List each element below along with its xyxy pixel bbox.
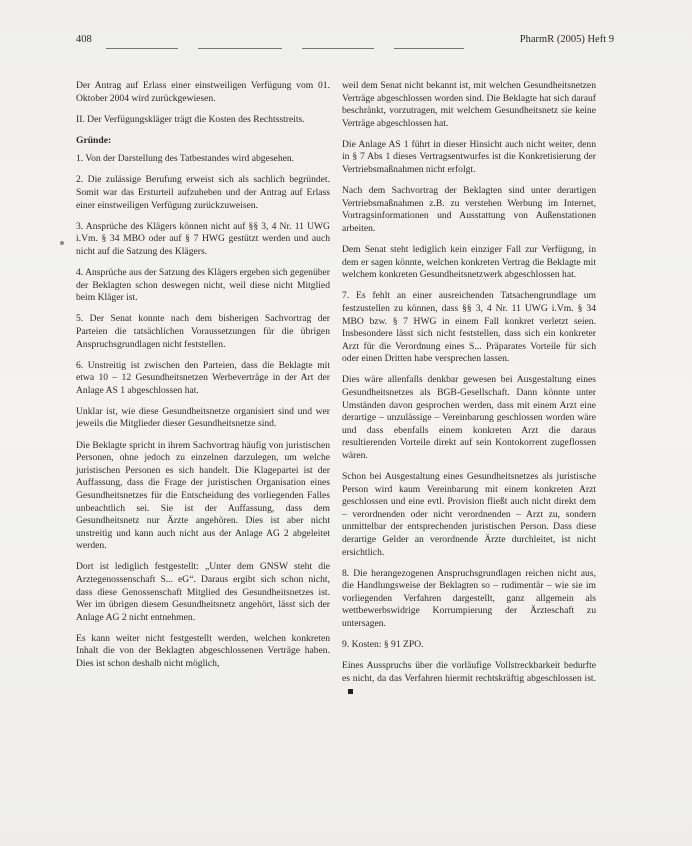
- header-rule: [198, 48, 282, 49]
- paragraph: Schon bei Ausgestaltung eines Gesundheitsnetzes als juristische Person wird kaum Vereinbarung mit einem konkreten Arzt geschlossen und eine evtl. Provision fließt auch nicht direkt dem – verordnenden oder nicht verordnenden – Arzt zu, sondern unmittelbar der entsprechenden juristischen Person. Dass diese derartige Gelder an verordnende Ärzte durchleitet, ist nicht ersichtlich.: [342, 471, 596, 558]
- page-number: 408: [76, 34, 92, 45]
- paragraph: 9. Kosten: § 91 ZPO.: [342, 639, 424, 651]
- paragraph: Dem Senat steht lediglich kein einziger Fall zur Verfügung, in dem er sagen könnte, welchen konkreten Vertrag die Beklagte mit welchem konkreten Gesundheitsnetzwerk abgeschlossen hat.: [342, 244, 596, 281]
- paragraph: Nach dem Sachvortrag der Beklagten sind unter derartigen Vertriebsmaßnahmen z.B. zu verstehen Werbung im Internet, Vortragsinformationen und Ausstattung von Außenstationen arbeiten.: [342, 185, 596, 234]
- paragraph: 8. Die herangezogenen Anspruchsgrundlagen reichen nicht aus, die Handlungsweise der Beklagten so – rudimentär – wie sie im vorliegenden Verfahren dargestellt, ganz allgemein als wettbewerbswidrige Korrumpierung der Ärzteschaft zu untersagen.: [342, 567, 596, 630]
- paragraph: 2. Die zulässige Berufung erweist sich als sachlich begründet. Somit war das Ersturteil aufzuheben und der Antrag auf Erlass einer einstweiligen Verfügung zurückzuweisen.: [76, 174, 330, 211]
- section-heading: Gründe:: [76, 134, 112, 146]
- paragraph: weil dem Senat nicht bekannt ist, mit welchen Gesundheitsnetzen Verträge abgeschlossen worden sind. Die Beklagte hat sich darauf beschränkt, vorzutragen, mit welchem Gesundheitsnetz sie keine Verträge abgeschlossen hat.: [342, 80, 596, 129]
- paragraph: Dort ist lediglich festgestellt: „Unter dem GNSW steht die Arztegenossenschaft S... eG“. Daraus ergibt sich schon nicht, dass diese Genossenschaft Mitglied des Gesundheitsnetzes ist. Wer im übrigen diesem Gesundheitsnetz angehört, lässt sich der Anlage AG 2 nicht entnehmen.: [76, 561, 330, 623]
- header-rule: [394, 48, 464, 49]
- paragraph: Die Beklagte spricht in ihrem Sachvortrag häufig von juristischen Personen, ohne jedoch zu einzelnen darzulegen, um welche juristischen Personen es sich handelt. Die Klagepartei ist der Auffassung, dass die Frage der juristischen Organisation eines Gesundheitsnetzes für die Entscheidung des vorliegenden Falles unbeachtlich sei. Sie ist der Auffassung, dass dem Gesundheitsnetz nur Ärzte angehören. Dies ist aber nicht unstreitig und kann auch nicht aus der Anlage AG 2 abgeleitet werden.: [76, 439, 330, 552]
- right-column: [342, 80, 596, 707]
- paragraph: II. Der Verfügungskläger trägt die Kosten des Rechtsstreits.: [76, 113, 305, 125]
- paragraph: 6. Unstreitig ist zwischen den Parteien, dass die Beklagte mit etwa 10 – 12 Gesundheitsnetzen Werbeverträge in der Art der Anlage AS 1 abgeschlossen hat.: [76, 359, 330, 396]
- paragraph: Unklar ist, wie diese Gesundheitsnetze organisiert sind und wer jeweils die Mitglieder dieser Gesundheitsnetze sind.: [76, 405, 330, 430]
- paragraph: 3. Ansprüche des Klägers können nicht auf §§ 3, 4 Nr. 11 UWG i.Vm. § 34 MBO oder auf § 7 HWG gestützt werden und auch nicht auf die Satzung des Klägers.: [76, 220, 330, 257]
- punch-hole-mark: [60, 241, 64, 245]
- paragraph: 7. Es fehlt an einer ausreichenden Tatsachengrundlage um festzustellen zu können, dass §§ 3, 4 Nr. 11 UWG i.Vm. § 34 MBO bzw. § 7 HWG in einem Fall konkret verletzt seien. Insbesondere lässt sich nicht feststellen, dass sich ein konkreter Arzt für die Verordnung eines S... Präparates Vorteile für sich oder einen Dritten habe versprechen lassen.: [342, 290, 596, 365]
- header-rule: [106, 48, 178, 49]
- page-header: [76, 34, 614, 48]
- paragraph: Die Anlage AS 1 führt in dieser Hinsicht auch nicht weiter, denn in § 7 Abs 1 dieses Vertragsentwurfes ist die Konkretisierung der Vertriebsmaßnahmen nicht erfolgt.: [342, 138, 596, 176]
- end-mark-icon: [348, 689, 353, 694]
- left-column: [76, 80, 330, 679]
- paragraph: 4. Ansprüche aus der Satzung des Klägers ergeben sich gegenüber der Beklagten schon deswegen nicht, weil diese nicht Mitglied beim Kläger ist.: [76, 267, 330, 304]
- paragraph: 1. Von der Darstellung des Tatbestandes wird abgesehen.: [76, 153, 295, 165]
- header-rule: [302, 48, 374, 49]
- paragraph: Es kann weiter nicht festgestellt werden, welchen konkreten Inhalt die von der Beklagten abgeschlossenen Verträge haben. Dies ist schon deshalb nicht möglich,: [76, 632, 330, 670]
- paragraph: Dies wäre allenfalls denkbar gewesen bei Ausgestaltung eines Gesundheitsnetzes als BGB-Gesellschaft. Dann könnte unter Umständen davon gesprochen werden, dass mit einem Arzt eine derartige – unzulässige – Vereinbarung geschlossen worden wäre und dass ebenfalls einem konkreten Arzt die daraus resultierenden Vorteile direkt auf sein Kontokorrent zugeflossen wären.: [342, 374, 596, 461]
- journal-title: PharmR (2005) Heft 9: [519, 34, 614, 45]
- paragraph: Der Antrag auf Erlass einer einstweiligen Verfügung vom 01. Oktober 2004 wird zurückgewiesen.: [76, 80, 330, 104]
- paragraph: Eines Ausspruchs über die vorläufige Vollstreckbarkeit bedurfte es nicht, da das Verfahren hiermit rechtskräftig abgeschlossen ist.: [342, 660, 596, 698]
- paragraph: 5. Der Senat konnte nach dem bisherigen Sachvortrag der Parteien die tatsächlichen Voraussetzungen für die übrigen Anspruchsgrundlagen nicht feststellen.: [76, 313, 330, 350]
